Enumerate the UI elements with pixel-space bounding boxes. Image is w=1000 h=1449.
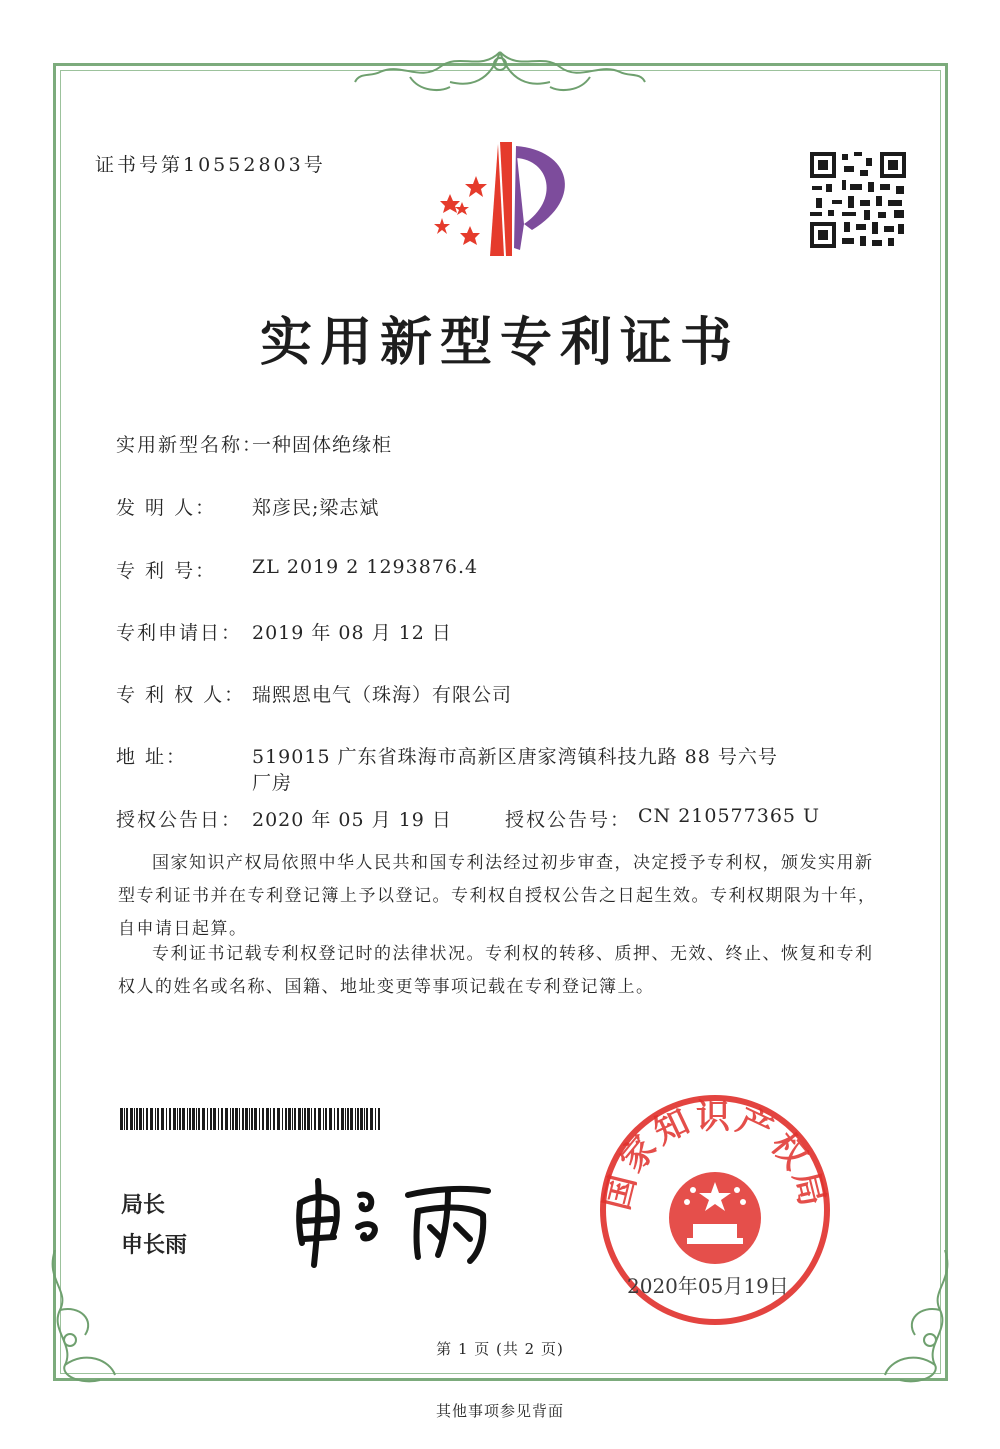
paragraph-grant-statement: 国家知识产权局依照中华人民共和国专利法经过初步审查，决定授予专利权，颁发实用新型专利证书并在专利登记簿上予以登记。专利权自授权公告之日起生效。专利权期限为十年，自申请日起算。 — [118, 853, 877, 939]
grant-date-label: 授权公告日： — [116, 809, 243, 831]
patent-no-value: ZL 2019 2 1293876.4 — [252, 556, 479, 578]
signature-name: 申长雨 — [121, 1233, 188, 1258]
certificate-title: 实用新型专利证书 — [259, 312, 740, 373]
bottom-left-ornament-icon — [40, 1250, 150, 1390]
inventor-value: 郑彦民;梁志斌 — [252, 497, 380, 519]
name-label: 实用新型名称： — [116, 434, 264, 456]
grant-date-value: 2020 年 05 月 19 日 — [252, 809, 452, 831]
top-ornament-icon — [350, 42, 650, 102]
holder-value: 瑞熙恩电气（珠海）有限公司 — [252, 684, 513, 706]
cnipa-logo-icon — [420, 138, 590, 258]
signature-title: 局长 — [121, 1193, 166, 1218]
address-label: 地 址： — [116, 746, 188, 768]
apply-date-value: 2019 年 08 月 12 日 — [252, 622, 452, 644]
apply-date-label: 专利申请日： — [116, 622, 243, 644]
paragraph-legal-status: 专利证书记载专利权登记时的法律状况。专利权的转移、质押、无效、终止、恢复和专利权人的姓名或名称、国籍、地址变更等事项记载在专利登记簿上。 — [118, 944, 874, 997]
address-value-line2: 厂房 — [252, 772, 293, 794]
national-emblem-icon — [669, 1172, 761, 1264]
qr-code-icon — [808, 150, 908, 250]
patent-no-label: 专 利 号： — [116, 560, 217, 582]
seal-date: 2020年05月19日 — [627, 1274, 789, 1298]
grant-no-value: CN 210577365 U — [638, 805, 821, 827]
name-value: 一种固体绝缘柜 — [252, 434, 393, 456]
footer-note: 其他事项参见背面 — [435, 1402, 564, 1420]
handwritten-signature-icon — [288, 1165, 508, 1275]
grant-no-label: 授权公告号： — [505, 809, 632, 831]
inventor-label: 发 明 人： — [116, 497, 217, 519]
barcode-icon — [120, 1108, 382, 1130]
address-value-line1: 519015 广东省珠海市高新区唐家湾镇科技九路 88 号六号 — [252, 746, 778, 768]
page-info: 第 1 页 (共 2 页) — [436, 1340, 564, 1358]
certificate-number: 证书号第10552803号 — [95, 154, 326, 176]
svg-text:国家知识产权局: 国家知识产权局 — [596, 1097, 834, 1214]
holder-label: 专 利 权 人： — [116, 684, 246, 706]
bottom-right-ornament-icon — [850, 1250, 960, 1390]
